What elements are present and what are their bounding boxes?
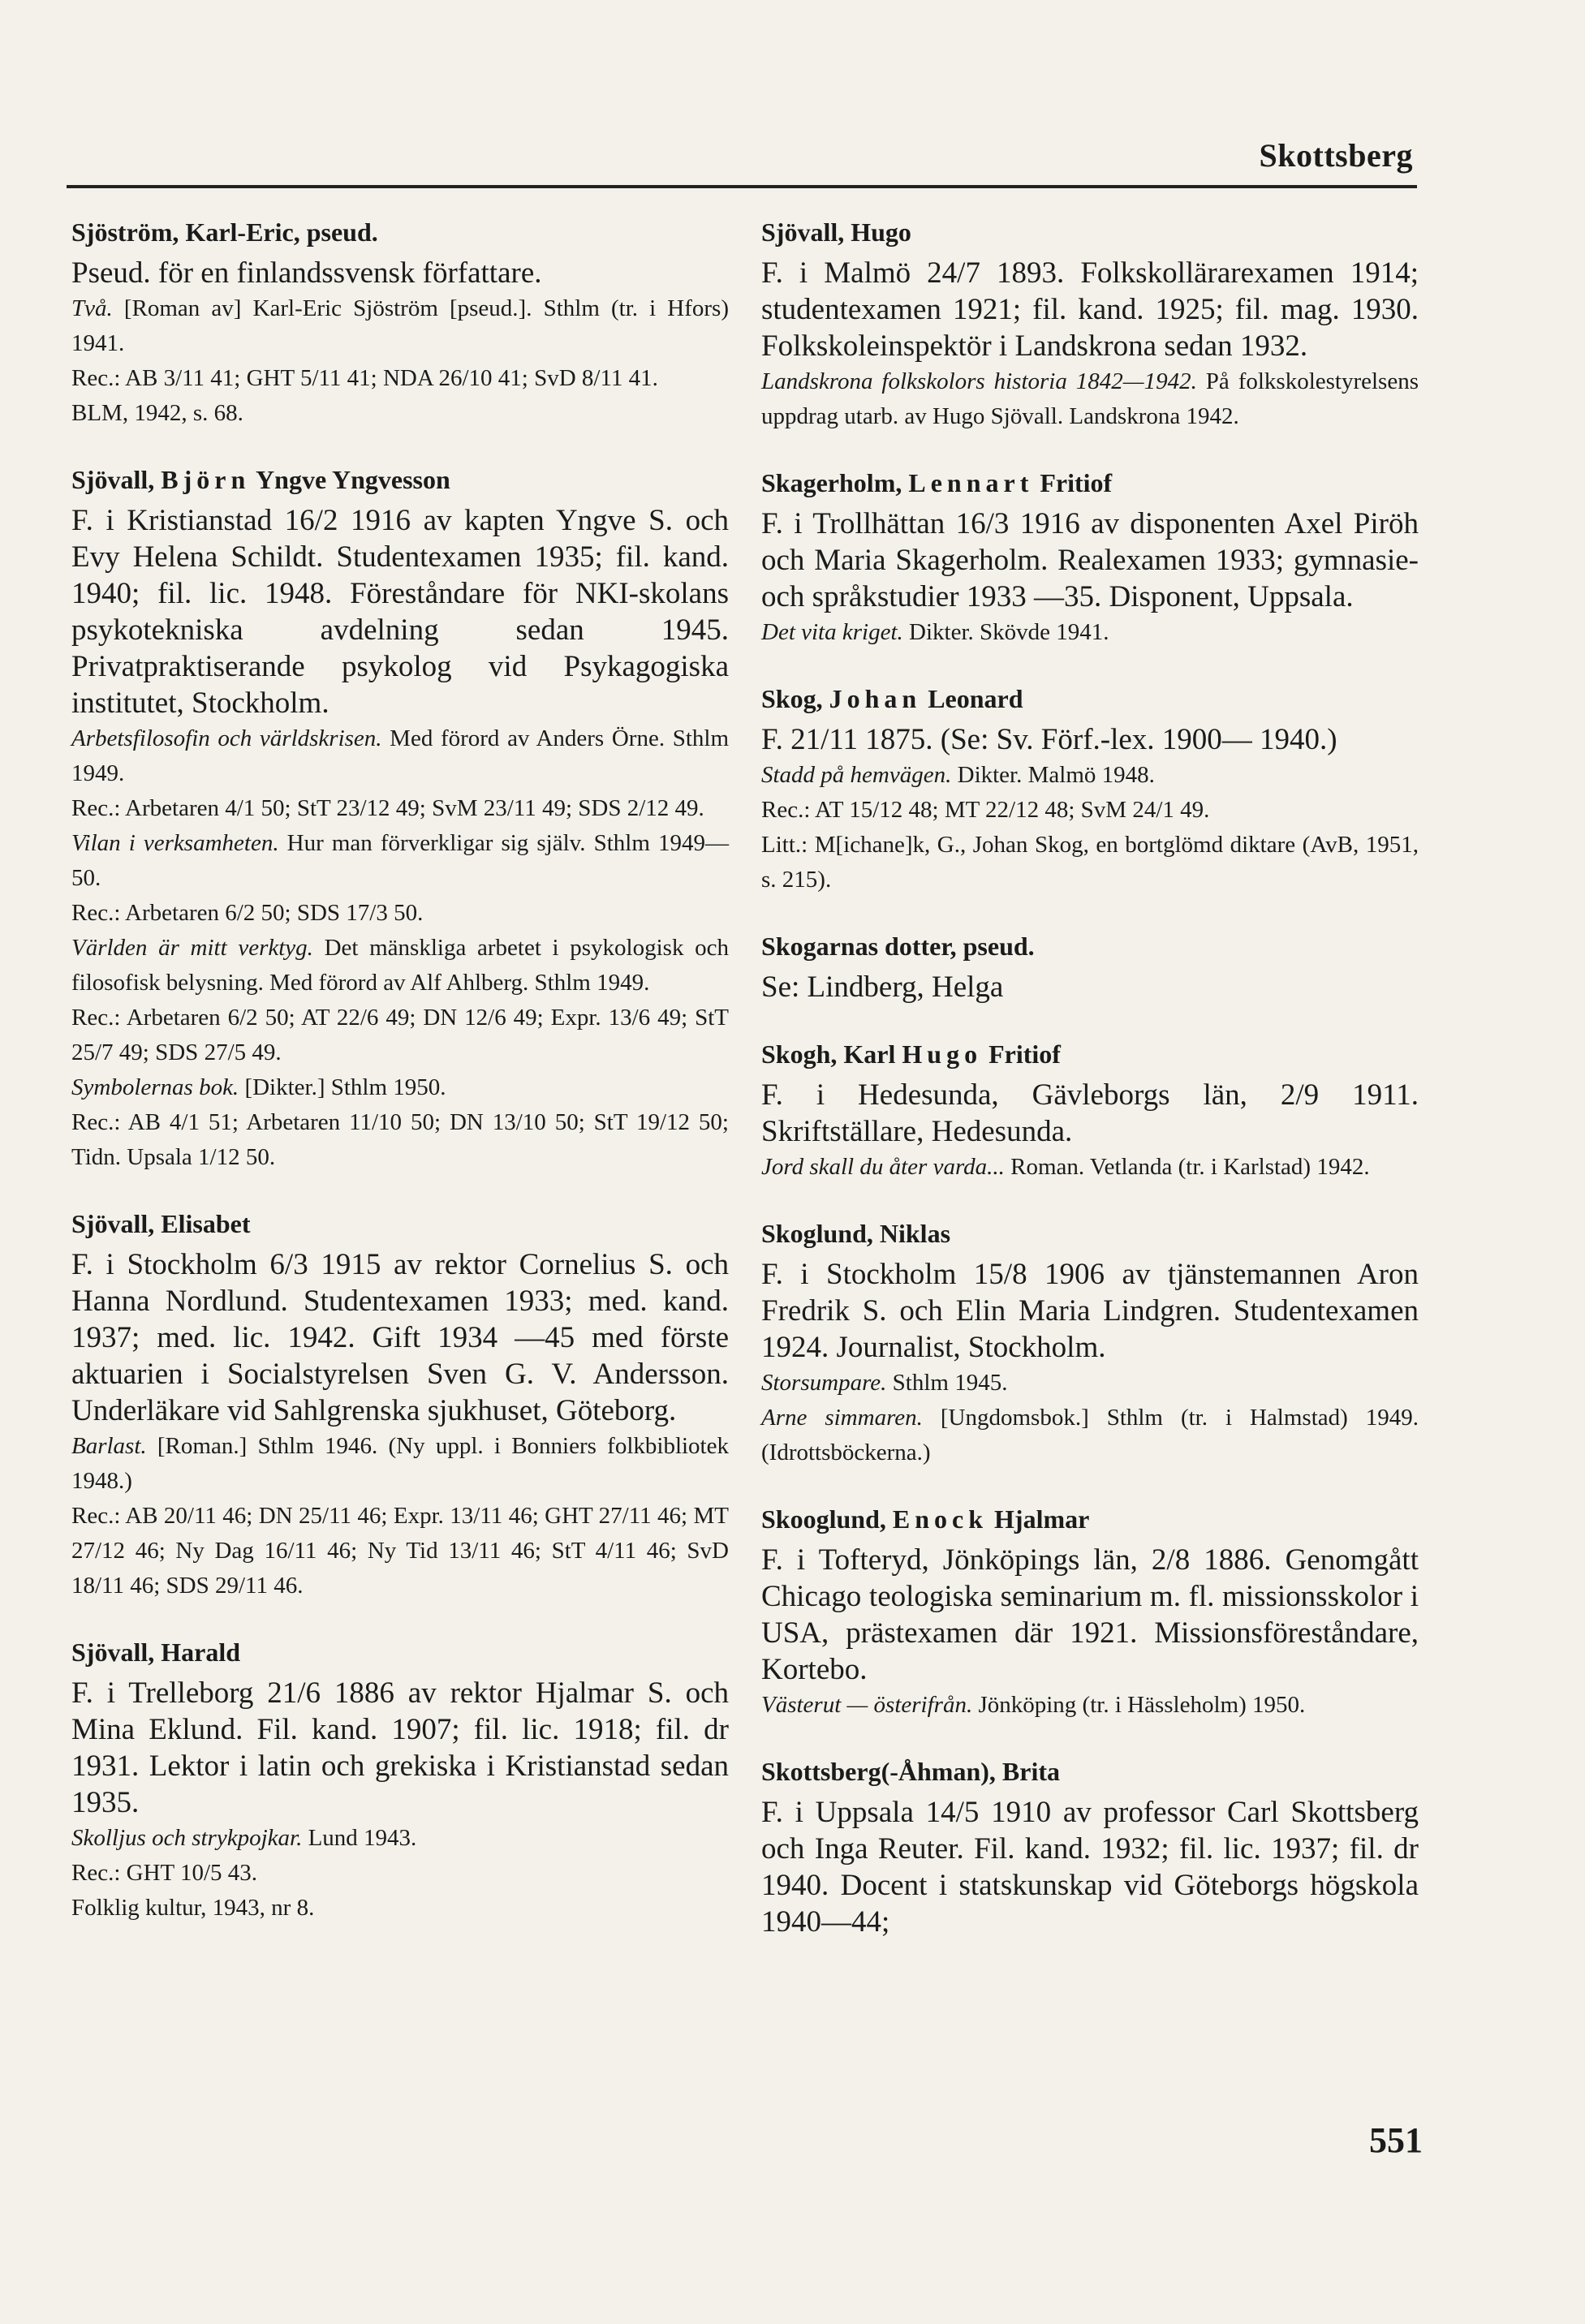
work-details: Rec.: GHT 10/5 43. [71, 1860, 258, 1886]
headword-part: Enock [892, 1504, 988, 1534]
work-details: [Roman av] Karl-Eric Sjöström [pseud.]. Sthlm (tr. i Hfors) 1941. [71, 295, 729, 356]
work-details: Med förord av Anders Örne. Sthlm 1949. [71, 725, 729, 786]
headword-part: Fritiof [1033, 468, 1113, 497]
entry-biography: F. i Stockholm 6/3 1915 av rektor Cornelius S. och Hanna Nordlund. Studentexamen 1933; med. kand. 1937; med. lic. 1942. Gift 1934 —45 med förste aktuarien i Socialstyrelsen Sven G. V. Andersson. Underläkare vid Sahlgrenska sjukhuset, Göteborg. [71, 1248, 729, 1427]
entry-headword: Sjövall, Elisabet [71, 1209, 251, 1238]
work-title: Arne simmaren. [761, 1405, 923, 1431]
right-column [761, 216, 1419, 1973]
headword-part: Skooglund, [761, 1504, 893, 1534]
entry-work-line [71, 931, 729, 1001]
entry-headword [761, 1038, 1419, 1070]
headword-part: Skog, [761, 684, 829, 713]
entry [71, 216, 729, 431]
page-number: 551 [1369, 2120, 1423, 2160]
work-details: Rec.: Arbetaren 6/2 50; SDS 17/3 50. [71, 900, 424, 926]
entry-work-line [761, 1366, 1419, 1401]
entry-work-line [71, 1856, 729, 1891]
work-details: Rec.: AB 4/1 51; Arbetaren 11/10 50; DN 13/10 50; StT 19/12 50; Tidn. Upsala 1/12 50. [71, 1109, 729, 1170]
work-details: [Roman.] Sthlm 1946. (Ny uppl. i Bonniers folkbibliotek 1948.) [71, 1433, 729, 1494]
work-details: Rec.: Arbetaren 4/1 50; StT 23/12 49; SvM 23/11 49; SDS 2/12 49. [71, 795, 704, 821]
entry [761, 467, 1419, 650]
work-details: Rec.: AB 3/11 41; GHT 5/11 41; NDA 26/10 41; SvD 8/11 41. [71, 365, 658, 391]
left-column [71, 216, 729, 1958]
entry [761, 682, 1419, 897]
entry-biography: F. i Trelleborg 21/6 1886 av rektor Hjalmar S. och Mina Eklund. Fil. kand. 1907; fil. lic. 1918; fil. dr 1931. Lektor i latin och grekiska i Kristianstad sedan 1935. [71, 1676, 729, 1819]
entry-biography: F. i Tofteryd, Jönköpings län, 2/8 1886. Genomgått Chicago teologiska seminarium m. fl. missionsskolor i USA, prästexamen där 1921. Missionsföreståndare, Kortebo. [761, 1543, 1419, 1686]
entry-work-line [71, 1499, 729, 1603]
entry-biography: F. i Trollhättan 16/3 1916 av disponenten Axel Piröh och Maria Skagerholm. Realexamen 1933; gymnasie- och språkstudier 1933 —35. Disponent, Uppsala. [761, 507, 1419, 613]
work-title: Stadd på hemvägen. [761, 762, 952, 788]
work-details: Jönköping (tr. i Hässleholm) 1950. [972, 1692, 1306, 1718]
entry-biography: F. i Hedesunda, Gävleborgs län, 2/9 1911. Skriftställare, Hedesunda. [761, 1078, 1419, 1148]
entry [71, 463, 729, 1175]
work-details: Hur man förverkligar sig själv. Sthlm 1949—50. [71, 830, 729, 891]
entry-work-line [761, 758, 1419, 793]
entry-biography: Se: Lindberg, Helga [761, 970, 1004, 1004]
entry-biography: Pseud. för en finlandssvensk författare. [71, 256, 542, 290]
work-title: Landskrona folkskolors historia 1842—1942. [761, 368, 1197, 394]
entry-work-line [761, 1150, 1419, 1185]
entry-work-line [71, 721, 729, 791]
entry-work-line [71, 896, 729, 931]
work-details: Folklig kultur, 1943, nr 8. [71, 1895, 315, 1921]
entry-work-line [71, 361, 729, 396]
work-title: Vilan i verksamheten. [71, 830, 279, 856]
work-details: [Dikter.] Sthlm 1950. [239, 1074, 446, 1100]
work-title: Symbolernas bok. [71, 1074, 239, 1100]
entry-work-line [71, 1429, 729, 1499]
entry-work-line [761, 615, 1419, 650]
work-details: Roman. Vetlanda (tr. i Karlstad) 1942. [1004, 1154, 1370, 1180]
entry-work-line [761, 793, 1419, 828]
work-details: Rec.: AB 20/11 46; DN 25/11 46; Expr. 13/11 46; GHT 27/11 46; MT 27/12 46; Ny Dag 16/11 46; Ny Tid 13/11 46; StT 4/11 46; SvD 18/11 46; SDS 29/11 46. [71, 1503, 729, 1599]
work-title: Världen är mitt verktyg. [71, 935, 313, 961]
running-head: Skottsberg [1259, 137, 1413, 174]
headword-part: Johan [829, 684, 922, 713]
entry-work-line [761, 364, 1419, 434]
headword-part: Hugo [902, 1039, 983, 1069]
entry-headword: Sjöström, Karl-Eric, pseud. [71, 217, 378, 247]
work-details: Rec.: Arbetaren 6/2 50; AT 22/6 49; DN 12/6 49; Expr. 13/6 49; StT 25/7 49; SDS 27/5 49. [71, 1005, 729, 1065]
headword-part: Björn [161, 465, 251, 494]
work-details: Sthlm 1945. [886, 1370, 1008, 1396]
entry-work-line [761, 1401, 1419, 1470]
headword-part: Skagerholm, [761, 468, 909, 497]
headword-part: Skogh, Karl [761, 1039, 902, 1069]
headword-part: Lennart [908, 468, 1034, 497]
entry-headword [761, 682, 1419, 715]
entry-headword [761, 467, 1419, 499]
work-title: Arbetsfilosofin och världskrisen. [71, 725, 382, 751]
work-title: Västerut — österifrån. [761, 1692, 973, 1718]
entry [761, 216, 1419, 434]
entry-work-line [71, 291, 729, 361]
entry-work-line [71, 826, 729, 896]
entry [71, 1207, 729, 1603]
entry-headword: Sjövall, Hugo [761, 217, 911, 247]
entry [761, 1038, 1419, 1185]
entry-work-line [761, 828, 1419, 897]
entry-work-line [71, 791, 729, 826]
entry-work-line [71, 1001, 729, 1070]
entry [71, 1636, 729, 1926]
entry-biography: F. 21/11 1875. (Se: Sv. Förf.-lex. 1900— 1940.) [761, 723, 1337, 756]
entry-work-line [761, 1688, 1419, 1723]
entry-biography: F. i Malmö 24/7 1893. Folkskollärarexamen 1914; studentexamen 1921; fil. kand. 1925; fil. mag. 1930. Folkskoleinspektör i Landskrona sedan 1932. [761, 256, 1419, 363]
header-rule [67, 185, 1417, 188]
headword-part: Leonard [921, 684, 1023, 713]
headword-part: Fritiof [982, 1039, 1061, 1069]
entry-headword: Sjövall, Harald [71, 1638, 241, 1667]
work-details: Rec.: AT 15/12 48; MT 22/12 48; SvM 24/1 49. [761, 797, 1210, 823]
entry-work-line [71, 396, 729, 431]
entry-work-line [71, 1891, 729, 1926]
work-details: På folkskolestyrelsens uppdrag utarb. av Hugo Sjövall. Landskrona 1942. [761, 368, 1419, 429]
work-details: [Ungdomsbok.] Sthlm (tr. i Halmstad) 1949. (Idrottsböckerna.) [761, 1405, 1419, 1465]
entry-headword [761, 1503, 1419, 1535]
entry [761, 1217, 1419, 1470]
entry-work-line [71, 1821, 729, 1856]
work-details: Dikter. Skövde 1941. [902, 619, 1109, 645]
work-details: BLM, 1942, s. 68. [71, 400, 243, 426]
work-title: Barlast. [71, 1433, 147, 1459]
work-details: Dikter. Malmö 1948. [951, 762, 1155, 788]
entry [761, 1503, 1419, 1723]
work-title: Jord skall du åter varda... [761, 1154, 1005, 1180]
entry-biography: F. i Kristianstad 16/2 1916 av kapten Yngve S. och Evy Helena Schildt. Studentexamen 1935; fil. kand. 1940; fil. lic. 1948. Föreståndare för NKI-skolans psykotekniska avdelning sedan 1945. Privatpraktiserande psykolog vid Psykagogiska institutet, Stockholm. [71, 504, 729, 720]
entry-work-line [71, 1070, 729, 1105]
entry [761, 930, 1419, 1005]
work-title: Det vita kriget. [761, 619, 903, 645]
entry-biography: F. i Uppsala 14/5 1910 av professor Carl Skottsberg och Inga Reuter. Fil. kand. 1932; fil. lic. 1937; fil. dr 1940. Docent i statskunskap vid Göteborgs högskola 1940—44; [761, 1796, 1419, 1939]
work-title: Storsumpare. [761, 1370, 887, 1396]
entry-headword: Skogarnas dotter, pseud. [761, 932, 1035, 961]
work-title: Två. [71, 295, 113, 321]
work-details: Lund 1943. [302, 1825, 417, 1851]
work-title: Skolljus och strykpojkar. [71, 1825, 303, 1851]
headword-part: Yngve Yngvesson [250, 465, 450, 494]
work-details: Det mänskliga arbetet i psykologisk och filosofisk belysning. Med förord av Alf Ahlberg. Sthlm 1949. [71, 935, 729, 996]
headword-part: Sjövall, [71, 465, 162, 494]
entry-biography: F. i Stockholm 15/8 1906 av tjänstemannen Aron Fredrik S. och Elin Maria Lindgren. Studentexamen 1924. Journalist, Stockholm. [761, 1258, 1419, 1364]
entry-headword: Skoglund, Niklas [761, 1219, 951, 1248]
work-details: Litt.: M[ichane]k, G., Johan Skog, en bortglömd diktare (AvB, 1951, s. 215). [761, 832, 1419, 893]
headword-part: Hjalmar [988, 1504, 1090, 1534]
entry-headword [71, 463, 729, 496]
entry [761, 1755, 1419, 1940]
entry-headword: Skottsberg(-Åhman), Brita [761, 1757, 1060, 1786]
entry-work-line [71, 1105, 729, 1175]
